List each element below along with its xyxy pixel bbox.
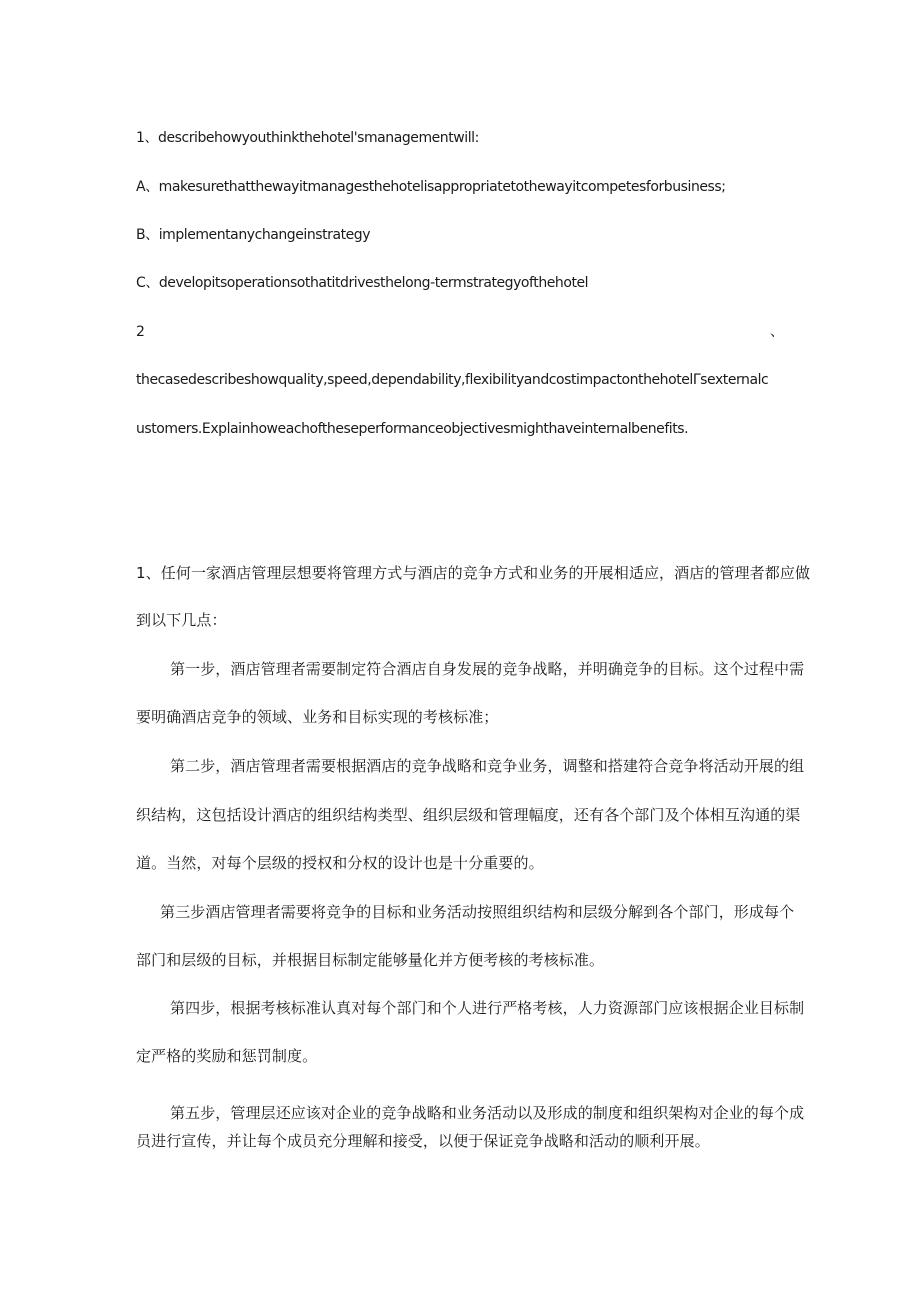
- step1-line-2: 要明确酒店竞争的领域、业务和目标实现的考核标准；: [136, 708, 499, 726]
- question-2-line-2: ustomers.Explainhoweachoftheseperformanceobjectivesmighthaveinternalbenefits.: [136, 421, 689, 437]
- step3-line-2: 部门和层级的目标，并根据目标制定能够量化并方便考核的考核标准。: [136, 951, 605, 969]
- step2-line-1: 第二步，酒店管理者需要根据酒店的竞争战略和竞争业务，调整和搭建符合竞争将活动开展的组: [170, 757, 805, 775]
- question-2-mark: 、: [770, 324, 784, 340]
- step4-line-1: 第四步，根据考核标准认真对每个部门和个人进行严格考核，人力资源部门应该根据企业目标制: [170, 999, 805, 1017]
- step4-line-2: 定严格的奖励和惩罚制度。: [136, 1047, 318, 1065]
- question-1b: B、implementanychangeinstrategy: [136, 227, 371, 243]
- question-2-header: [136, 322, 784, 342]
- question-2-number: 2: [136, 324, 145, 340]
- step3-line-1: 第三步酒店管理者需要将竞争的目标和业务活动按照组织结构和层级分解到各个部门，形成每个: [160, 903, 795, 921]
- answer-intro-line-1: 1、任何一家酒店管理层想要将管理方式与酒店的竞争方式和业务的开展相适应，酒店的管理者都应做: [136, 564, 811, 582]
- step5-line-2: 员进行宣传，并让每个成员充分理解和接受，以便于保证竞争战略和活动的顺利开展。: [136, 1132, 710, 1150]
- question-2-line-1: thecasedescribeshowquality,speed,dependability,flexibilityandcostimpactonthehotelΓsexternalc: [136, 372, 769, 388]
- question-1c: C、developitsoperationsothatitdrivesthelong-termstrategyofthehotel: [136, 275, 589, 291]
- step2-line-2: 织结构，这包括设计酒店的组织结构类型、组织层级和管理幅度，还有各个部门及个体相互沟通的渠: [136, 806, 801, 824]
- step2-line-3: 道。当然，对每个层级的授权和分权的设计也是十分重要的。: [136, 854, 544, 872]
- question-1a: A、makesurethatthewayitmanagesthehotelisappropriatetothewayitcompetesforbusiness;: [136, 179, 726, 195]
- question-1: 1、describehowyouthinkthehotel'smanagementwill:: [136, 130, 479, 146]
- step5-line-1: 第五步，管理层还应该对企业的竞争战略和业务活动以及形成的制度和组织架构对企业的每个成: [170, 1104, 805, 1122]
- step1-line-1: 第一步，酒店管理者需要制定符合酒店自身发展的竞争战略，并明确竞争的目标。这个过程中需: [170, 660, 805, 678]
- answer-intro-line-2: 到以下几点：: [136, 611, 227, 629]
